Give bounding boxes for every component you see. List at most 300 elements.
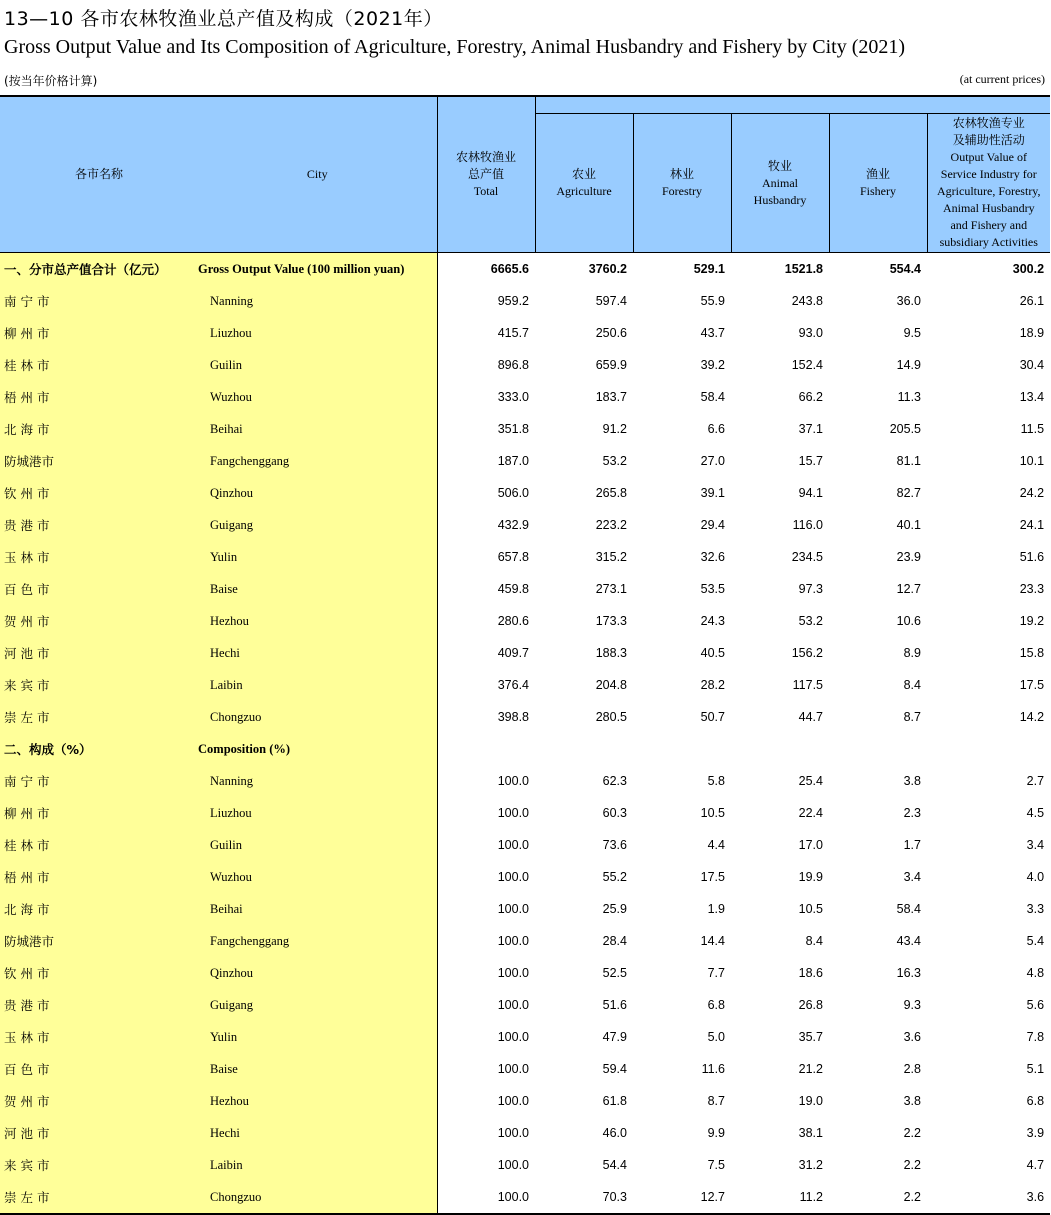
forestry-value: 53.5 bbox=[700, 582, 725, 596]
agriculture-value: 73.6 bbox=[602, 838, 627, 852]
city-name-cn: 北 海 市 bbox=[0, 893, 198, 925]
animal-husbandry-value: 21.2 bbox=[798, 1062, 823, 1076]
total-value: 280.6 bbox=[497, 614, 529, 628]
agriculture-value: 70.3 bbox=[535, 1181, 633, 1214]
city-name-en: Yulin bbox=[198, 1021, 437, 1053]
animal-husbandry-value: 44.7 bbox=[798, 710, 823, 724]
fishery-value: 10.6 bbox=[896, 614, 921, 628]
city-name-cn: 百 色 市 bbox=[0, 573, 198, 605]
table-title-english: Gross Output Value and Its Composition of Agriculture, Forestry, Animal Husbandry and Fishery by City (2021) bbox=[4, 36, 906, 58]
city-name-en: Nanning bbox=[198, 765, 437, 797]
city-name-cn: 梧 州 市 bbox=[0, 381, 198, 413]
service-value: 5.6 bbox=[1026, 998, 1045, 1012]
animal-husbandry-value: 19.0 bbox=[798, 1094, 823, 1108]
table-row bbox=[0, 861, 1050, 893]
service-value: 3.3 bbox=[1026, 902, 1045, 916]
animal-husbandry-value: 18.6 bbox=[798, 966, 823, 980]
city-name-en: Guilin bbox=[198, 829, 437, 861]
fishery-value: 3.8 bbox=[903, 774, 921, 788]
header-service-line: 及辅助性活动 bbox=[952, 133, 1025, 147]
service-value: 7.8 bbox=[1026, 1030, 1045, 1044]
agriculture-value: 51.6 bbox=[602, 998, 627, 1012]
animal-husbandry-value: 17.0 bbox=[798, 838, 823, 852]
total-value bbox=[437, 733, 535, 765]
agriculture-value: 223.2 bbox=[595, 518, 627, 532]
fishery-value: 8.9 bbox=[903, 646, 921, 660]
fishery-value: 9.5 bbox=[903, 326, 921, 340]
forestry-value: 58.4 bbox=[700, 390, 725, 404]
header-animal-husbandry bbox=[731, 114, 829, 253]
service-value: 4.8 bbox=[1026, 966, 1045, 980]
service-value: 3.6 bbox=[927, 1181, 1050, 1214]
fishery-value: 2.2 bbox=[829, 1181, 927, 1214]
total-value: 351.8 bbox=[497, 422, 529, 436]
forestry-value bbox=[633, 733, 731, 765]
forestry-value: 5.8 bbox=[707, 774, 725, 788]
animal-husbandry-value: 22.4 bbox=[798, 806, 823, 820]
header-total-line: 总产值 bbox=[467, 167, 504, 181]
fishery-value: 23.9 bbox=[896, 550, 921, 564]
city-name-en: Nanning bbox=[198, 285, 437, 317]
total-value: 6665.6 bbox=[437, 253, 535, 286]
header-total bbox=[437, 96, 535, 253]
forestry-value: 6.6 bbox=[707, 422, 725, 436]
animal-husbandry-value: 243.8 bbox=[791, 294, 823, 308]
table-row bbox=[0, 285, 1050, 317]
city-name-en: Beihai bbox=[198, 893, 437, 925]
city-name-en: Hechi bbox=[198, 1117, 437, 1149]
header-agriculture-line: 农业 bbox=[571, 167, 596, 181]
city-name-en: Qinzhou bbox=[198, 477, 437, 509]
service-value: 2.7 bbox=[1026, 774, 1045, 788]
service-value: 30.4 bbox=[1019, 358, 1045, 372]
city-name-cn: 贺 州 市 bbox=[0, 605, 198, 637]
service-value: 300.2 bbox=[927, 253, 1050, 286]
city-name-en: Guigang bbox=[198, 509, 437, 541]
section-row bbox=[0, 733, 1050, 765]
animal-husbandry-value: 66.2 bbox=[798, 390, 823, 404]
forestry-value: 55.9 bbox=[700, 294, 725, 308]
fishery-value: 11.3 bbox=[897, 390, 921, 404]
forestry-value: 7.7 bbox=[707, 966, 725, 980]
agriculture-value: 59.4 bbox=[602, 1062, 627, 1076]
fishery-value: 58.4 bbox=[896, 902, 921, 916]
service-value: 11.5 bbox=[1020, 422, 1045, 436]
service-value: 26.1 bbox=[1019, 294, 1045, 308]
city-name-cn: 防城港市 bbox=[0, 445, 198, 477]
agriculture-value: 280.5 bbox=[595, 710, 627, 724]
forestry-value: 4.4 bbox=[707, 838, 725, 852]
forestry-value: 10.5 bbox=[700, 806, 725, 820]
table-row bbox=[0, 605, 1050, 637]
animal-husbandry-value: 53.2 bbox=[798, 614, 823, 628]
total-value: 432.9 bbox=[497, 518, 529, 532]
header-service-line: 农林牧渔专业 bbox=[952, 116, 1025, 130]
fishery-value: 16.3 bbox=[896, 966, 921, 980]
fishery-value: 82.7 bbox=[896, 486, 921, 500]
agriculture-value: 61.8 bbox=[602, 1094, 627, 1108]
service-value: 4.7 bbox=[1026, 1158, 1045, 1172]
animal-husbandry-value: 37.1 bbox=[798, 422, 823, 436]
city-name-en: Yulin bbox=[198, 541, 437, 573]
header-agriculture bbox=[535, 114, 633, 253]
table-row bbox=[0, 477, 1050, 509]
animal-husbandry-value: 152.4 bbox=[791, 358, 823, 372]
fishery-value: 43.4 bbox=[896, 934, 921, 948]
agriculture-value: 188.3 bbox=[595, 646, 627, 660]
forestry-value: 1.9 bbox=[707, 902, 725, 916]
total-value: 100.0 bbox=[497, 998, 529, 1012]
animal-husbandry-value bbox=[731, 733, 829, 765]
service-value: 17.5 bbox=[1019, 678, 1045, 692]
agriculture-value: 659.9 bbox=[595, 358, 627, 372]
fishery-value: 8.4 bbox=[903, 678, 921, 692]
forestry-value: 43.7 bbox=[700, 326, 725, 340]
service-value bbox=[927, 733, 1050, 765]
fishery-value: 9.3 bbox=[903, 998, 921, 1012]
animal-husbandry-value: 11.2 bbox=[731, 1181, 829, 1214]
header-service-line: Service Industry for bbox=[940, 167, 1037, 181]
service-value: 24.1 bbox=[1019, 518, 1045, 532]
total-value: 459.8 bbox=[497, 582, 529, 596]
city-name-en: Wuzhou bbox=[198, 381, 437, 413]
forestry-value: 12.7 bbox=[633, 1181, 731, 1214]
city-name-en: Baise bbox=[198, 1053, 437, 1085]
table-row bbox=[0, 637, 1050, 669]
fishery-value: 554.4 bbox=[829, 253, 927, 286]
table-row bbox=[0, 1117, 1050, 1149]
fishery-value: 81.1 bbox=[896, 454, 921, 468]
forestry-value: 17.5 bbox=[700, 870, 725, 884]
total-value: 100.0 bbox=[497, 1158, 529, 1172]
forestry-value: 5.0 bbox=[707, 1030, 725, 1044]
city-name-cn: 贵 港 市 bbox=[0, 509, 198, 541]
total-value: 187.0 bbox=[497, 454, 529, 468]
output-value-table bbox=[0, 95, 1050, 1215]
forestry-value: 40.5 bbox=[700, 646, 725, 660]
service-value: 24.2 bbox=[1019, 486, 1045, 500]
fishery-value: 8.7 bbox=[903, 710, 921, 724]
city-name-cn: 贺 州 市 bbox=[0, 1085, 198, 1117]
fishery-value: 3.8 bbox=[903, 1094, 921, 1108]
table-row bbox=[0, 1021, 1050, 1053]
total-value: 100.0 bbox=[497, 934, 529, 948]
forestry-value: 14.4 bbox=[700, 934, 725, 948]
city-name-cn: 二、构成（%） bbox=[0, 733, 198, 765]
table-row bbox=[0, 925, 1050, 957]
header-agriculture-line: Agriculture bbox=[556, 184, 612, 198]
service-value: 3.9 bbox=[1026, 1126, 1045, 1140]
service-value: 51.6 bbox=[1019, 550, 1045, 564]
agriculture-value: 47.9 bbox=[602, 1030, 627, 1044]
total-value: 100.0 bbox=[497, 1094, 529, 1108]
table-row bbox=[0, 1085, 1050, 1117]
header-animal-line: 牧业 bbox=[767, 158, 792, 173]
service-value: 4.0 bbox=[1026, 870, 1045, 884]
table-row bbox=[0, 701, 1050, 733]
city-name-cn: 来 宾 市 bbox=[0, 1149, 198, 1181]
header-fishery bbox=[829, 114, 927, 253]
city-name-en: Fangchenggang bbox=[198, 925, 437, 957]
animal-husbandry-value: 26.8 bbox=[798, 998, 823, 1012]
total-value: 657.8 bbox=[497, 550, 529, 564]
total-value: 100.0 bbox=[497, 966, 529, 980]
header-service-line: Animal Husbandry bbox=[942, 201, 1035, 215]
service-value: 5.4 bbox=[1026, 934, 1045, 948]
city-name-en: Guigang bbox=[198, 989, 437, 1021]
table-row bbox=[0, 541, 1050, 573]
city-name-cn: 玉 林 市 bbox=[0, 1021, 198, 1053]
table-row bbox=[0, 349, 1050, 381]
city-name-en: Laibin bbox=[198, 1149, 437, 1181]
forestry-value: 27.0 bbox=[700, 454, 725, 468]
city-name-cn: 南 宁 市 bbox=[0, 285, 198, 317]
city-name-cn: 桂 林 市 bbox=[0, 349, 198, 381]
agriculture-value: 25.9 bbox=[602, 902, 627, 916]
agriculture-value: 273.1 bbox=[595, 582, 627, 596]
header-spacer bbox=[535, 96, 1050, 114]
table-header bbox=[0, 96, 1050, 253]
agriculture-value: 91.2 bbox=[602, 422, 627, 436]
table-row bbox=[0, 669, 1050, 701]
animal-husbandry-value: 93.0 bbox=[798, 326, 823, 340]
city-name-cn: 河 池 市 bbox=[0, 637, 198, 669]
city-name-cn: 防城港市 bbox=[0, 925, 198, 957]
city-name-cn: 一、分市总产值合计（亿元） bbox=[0, 253, 198, 286]
forestry-value: 529.1 bbox=[633, 253, 731, 286]
city-name-en: Wuzhou bbox=[198, 861, 437, 893]
city-name-cn: 崇 左 市 bbox=[0, 1181, 198, 1214]
total-value: 100.0 bbox=[497, 806, 529, 820]
table-row bbox=[0, 893, 1050, 925]
city-name-cn: 贵 港 市 bbox=[0, 989, 198, 1021]
header-city-en: City bbox=[198, 96, 437, 253]
total-value: 100.0 bbox=[497, 838, 529, 852]
city-name-cn: 崇 左 市 bbox=[0, 701, 198, 733]
table-title-chinese: 13—10 各市农林牧渔业总产值及构成（2021年） bbox=[4, 8, 443, 30]
city-name-cn: 玉 林 市 bbox=[0, 541, 198, 573]
fishery-value: 205.5 bbox=[889, 422, 921, 436]
fishery-value: 2.3 bbox=[903, 806, 921, 820]
city-name-en: Guilin bbox=[198, 349, 437, 381]
forestry-value: 11.6 bbox=[701, 1062, 725, 1076]
city-name-en: Hezhou bbox=[198, 1085, 437, 1117]
total-value: 100.0 bbox=[497, 1062, 529, 1076]
animal-husbandry-value: 8.4 bbox=[805, 934, 823, 948]
fishery-value: 40.1 bbox=[896, 518, 921, 532]
city-name-cn: 柳 州 市 bbox=[0, 317, 198, 349]
animal-husbandry-value: 1521.8 bbox=[731, 253, 829, 286]
agriculture-value: 3760.2 bbox=[535, 253, 633, 286]
agriculture-value bbox=[535, 733, 633, 765]
total-value: 376.4 bbox=[497, 678, 529, 692]
agriculture-value: 52.5 bbox=[602, 966, 627, 980]
forestry-value: 29.4 bbox=[700, 518, 725, 532]
city-name-en: Hechi bbox=[198, 637, 437, 669]
service-value: 4.5 bbox=[1026, 806, 1045, 820]
forestry-value: 6.8 bbox=[707, 998, 725, 1012]
header-forestry-line: Forestry bbox=[662, 184, 702, 198]
city-name-en: Gross Output Value (100 million yuan) bbox=[198, 253, 437, 286]
city-name-en: Fangchenggang bbox=[198, 445, 437, 477]
forestry-value: 50.7 bbox=[700, 710, 725, 724]
table-row bbox=[0, 381, 1050, 413]
table-row bbox=[0, 317, 1050, 349]
total-value: 959.2 bbox=[497, 294, 529, 308]
total-value: 506.0 bbox=[497, 486, 529, 500]
total-value: 415.7 bbox=[497, 326, 529, 340]
animal-husbandry-value: 25.4 bbox=[798, 774, 823, 788]
service-value: 5.1 bbox=[1026, 1062, 1045, 1076]
total-value: 409.7 bbox=[497, 646, 529, 660]
agriculture-value: 597.4 bbox=[595, 294, 627, 308]
city-name-en: Chongzuo bbox=[198, 701, 437, 733]
fishery-value: 2.2 bbox=[903, 1158, 921, 1172]
city-name-cn: 来 宾 市 bbox=[0, 669, 198, 701]
fishery-value: 2.2 bbox=[903, 1126, 921, 1140]
forestry-value: 39.2 bbox=[700, 358, 725, 372]
animal-husbandry-value: 15.7 bbox=[798, 454, 823, 468]
animal-husbandry-value: 38.1 bbox=[798, 1126, 823, 1140]
agriculture-value: 183.7 bbox=[595, 390, 627, 404]
table-row bbox=[0, 445, 1050, 477]
table-row bbox=[0, 989, 1050, 1021]
fishery-value: 2.8 bbox=[903, 1062, 921, 1076]
forestry-value: 39.1 bbox=[700, 486, 725, 500]
service-value: 10.1 bbox=[1019, 454, 1045, 468]
fishery-value bbox=[829, 733, 927, 765]
animal-husbandry-value: 31.2 bbox=[798, 1158, 823, 1172]
city-name-en: Hezhou bbox=[198, 605, 437, 637]
header-animal-line: Husbandry bbox=[753, 192, 807, 207]
service-value: 15.8 bbox=[1019, 646, 1045, 660]
header-fishery-line: 渔业 bbox=[865, 167, 890, 181]
table-row bbox=[0, 797, 1050, 829]
animal-husbandry-value: 97.3 bbox=[798, 582, 823, 596]
total-value: 100.0 bbox=[497, 1126, 529, 1140]
total-value: 398.8 bbox=[497, 710, 529, 724]
forestry-value: 32.6 bbox=[700, 550, 725, 564]
table-row bbox=[0, 1053, 1050, 1085]
city-name-en: Chongzuo bbox=[198, 1181, 437, 1214]
fishery-value: 3.4 bbox=[903, 870, 921, 884]
agriculture-value: 265.8 bbox=[595, 486, 627, 500]
city-name-en: Liuzhou bbox=[198, 797, 437, 829]
agriculture-value: 60.3 bbox=[602, 806, 627, 820]
agriculture-value: 55.2 bbox=[602, 870, 627, 884]
total-value: 333.0 bbox=[497, 390, 529, 404]
header-service-line: Agriculture, Forestry, bbox=[937, 184, 1041, 198]
table-row bbox=[0, 1181, 1050, 1214]
total-value: 100.0 bbox=[497, 870, 529, 884]
total-value: 100.0 bbox=[497, 774, 529, 788]
forestry-value: 24.3 bbox=[700, 614, 725, 628]
service-value: 18.9 bbox=[1019, 326, 1045, 340]
animal-husbandry-value: 234.5 bbox=[791, 550, 823, 564]
city-name-cn: 柳 州 市 bbox=[0, 797, 198, 829]
table-row bbox=[0, 413, 1050, 445]
city-name-cn: 南 宁 市 bbox=[0, 765, 198, 797]
forestry-value: 28.2 bbox=[700, 678, 725, 692]
total-value: 896.8 bbox=[497, 358, 529, 372]
city-name-cn: 钦 州 市 bbox=[0, 477, 198, 509]
agriculture-value: 28.4 bbox=[602, 934, 627, 948]
table-row bbox=[0, 1149, 1050, 1181]
fishery-value: 3.6 bbox=[903, 1030, 921, 1044]
section-row bbox=[0, 253, 1050, 286]
animal-husbandry-value: 117.5 bbox=[792, 678, 823, 692]
animal-husbandry-value: 19.9 bbox=[798, 870, 823, 884]
forestry-value: 9.9 bbox=[707, 1126, 725, 1140]
service-value: 19.2 bbox=[1019, 614, 1045, 628]
agriculture-value: 204.8 bbox=[595, 678, 627, 692]
table-row bbox=[0, 765, 1050, 797]
fishery-value: 1.7 bbox=[903, 838, 921, 852]
header-service-activities bbox=[927, 114, 1050, 253]
header-forestry-line: 林业 bbox=[669, 167, 694, 181]
price-basis-chinese: (按当年价格计算) bbox=[4, 74, 98, 88]
fishery-value: 14.9 bbox=[896, 358, 921, 372]
service-value: 14.2 bbox=[1019, 710, 1045, 724]
header-service-line: Output Value of bbox=[950, 150, 1027, 164]
animal-husbandry-value: 116.0 bbox=[792, 518, 823, 532]
total-value: 100.0 bbox=[497, 1030, 529, 1044]
table-body bbox=[0, 253, 1050, 1215]
table-row bbox=[0, 829, 1050, 861]
animal-husbandry-value: 10.5 bbox=[798, 902, 823, 916]
agriculture-value: 54.4 bbox=[602, 1158, 627, 1172]
fishery-value: 12.7 bbox=[896, 582, 921, 596]
animal-husbandry-value: 35.7 bbox=[798, 1030, 823, 1044]
header-fishery-line: Fishery bbox=[860, 184, 896, 198]
animal-husbandry-value: 156.2 bbox=[791, 646, 823, 660]
forestry-value: 8.7 bbox=[707, 1094, 725, 1108]
agriculture-value: 173.3 bbox=[595, 614, 627, 628]
total-value: 100.0 bbox=[497, 902, 529, 916]
header-name-cn: 各市名称 bbox=[0, 96, 198, 253]
agriculture-value: 46.0 bbox=[602, 1126, 627, 1140]
animal-husbandry-value: 94.1 bbox=[798, 486, 823, 500]
header-total-line: Total bbox=[473, 184, 499, 198]
agriculture-value: 53.2 bbox=[602, 454, 627, 468]
header-forestry bbox=[633, 114, 731, 253]
table-row bbox=[0, 573, 1050, 605]
fishery-value: 36.0 bbox=[896, 294, 921, 308]
service-value: 3.4 bbox=[1026, 838, 1045, 852]
service-value: 23.3 bbox=[1019, 582, 1045, 596]
service-value: 6.8 bbox=[1026, 1094, 1045, 1108]
header-total-line: 农林牧渔业 bbox=[455, 150, 516, 164]
table-row bbox=[0, 957, 1050, 989]
header-service-line: subsidiary Activities bbox=[939, 235, 1038, 249]
price-basis-english: (at current prices) bbox=[959, 72, 1045, 86]
header-animal-line: Animal bbox=[762, 175, 798, 190]
city-name-cn: 钦 州 市 bbox=[0, 957, 198, 989]
city-name-cn: 河 池 市 bbox=[0, 1117, 198, 1149]
city-name-cn: 百 色 市 bbox=[0, 1053, 198, 1085]
city-name-en: Beihai bbox=[198, 413, 437, 445]
total-value: 100.0 bbox=[437, 1181, 535, 1214]
service-value: 13.4 bbox=[1019, 390, 1045, 404]
city-name-en: Baise bbox=[198, 573, 437, 605]
table-row bbox=[0, 509, 1050, 541]
city-name-en: Composition (%) bbox=[198, 733, 437, 765]
city-name-en: Qinzhou bbox=[198, 957, 437, 989]
agriculture-value: 62.3 bbox=[602, 774, 627, 788]
forestry-value: 7.5 bbox=[707, 1158, 725, 1172]
city-name-cn: 桂 林 市 bbox=[0, 829, 198, 861]
city-name-en: Laibin bbox=[198, 669, 437, 701]
